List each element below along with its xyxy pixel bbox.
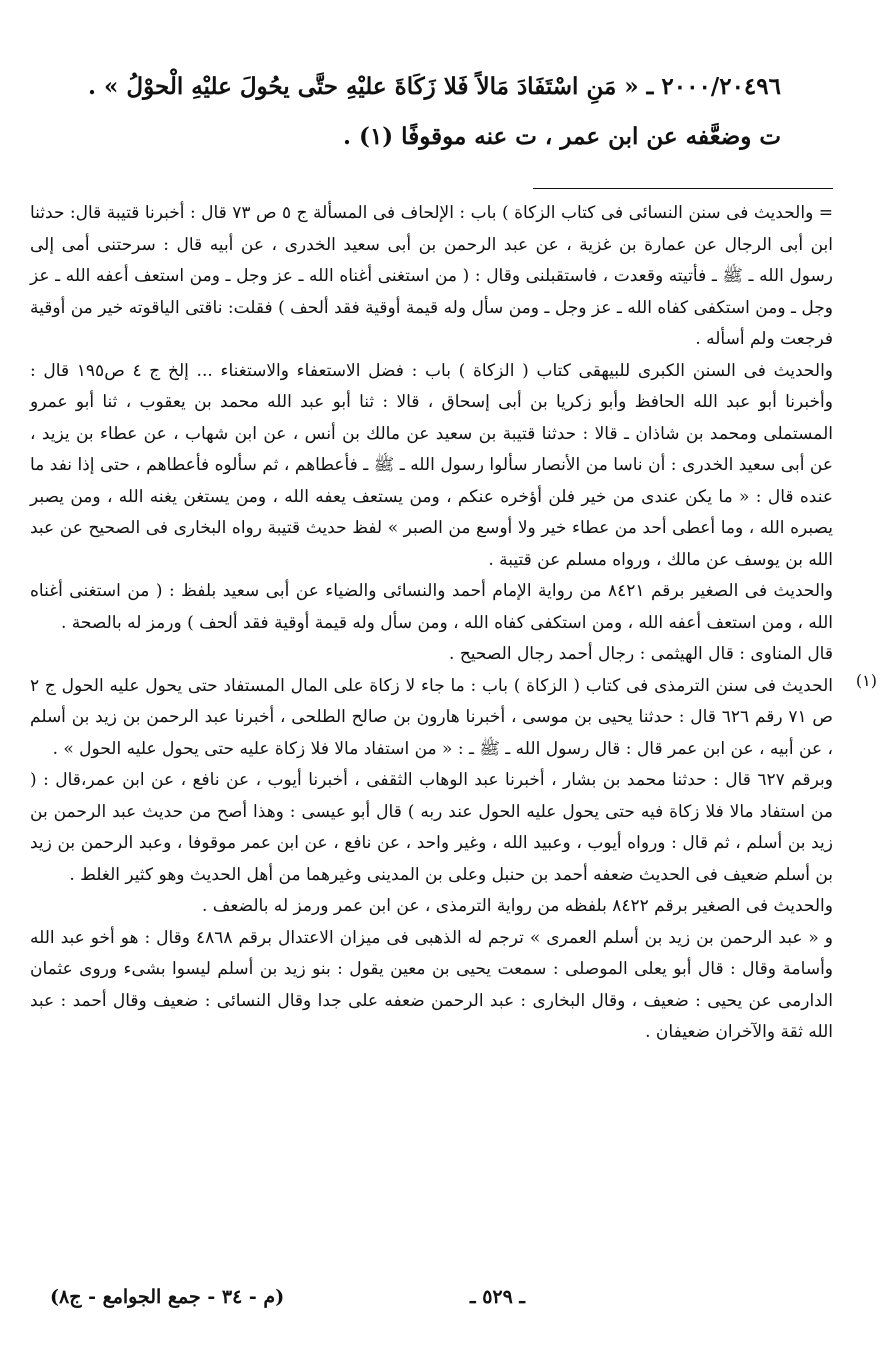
note-saghir-8421: والحديث فى الصغير برقم ٨٤٢١ من رواية الإمام أحمد والنسائى والضياء عن أبى سعيد بلفظ : ( من استغنى أغناه الله ، ومن استعف أعفه الله ، ومن استكفى كفاه الله ، ومن سأل وله قيمة أوقية فقد ألحف ) ورمز له بالصحة . (30, 581, 833, 633)
page-number: ـ ٥٢٩ ـ (470, 1286, 525, 1308)
hadith-line-2: ت وضعَّفه عن ابن عمر ، ت عنه موقوفًا (١) . (343, 123, 781, 150)
footnote-divider (533, 188, 833, 189)
note-bayhaqi: والحديث فى السنن الكبرى للبيهقى كتاب ( الزكاة ) باب : فضل الاستعفاء والاستغناء ... إلخ ج ٤ ص١٩٥ قال : وأخبرنا أبو عبد الله الحافظ وأبو زكريا بن أبى إسحاق ، قالا : ثنا أبو عبد الله محمد بن يعقوب ، ثنا أبو عمرو المستملى ومحمد بن شاذان ـ قالا : حدثنا قتيبة بن سعيد عن مالك بن أنس ، عن ابن شهاب ، عن عطاء بن يزيد ، عن أبى سعيد الخدرى : أن ناسا من الأنصار سألوا رسول الله ـ ﷺ ـ فأعطاهم ، ثم سألوه فأعطاهم ، حتى إذا نفد ما عنده قال : « ما يكن عندى من خير فلن أؤخره عنكم ، ومن يستعف يعفه الله ، ومن يستغن يغنه الله ، ومن يصبر يصبره الله ، وما أعطى أحد من عطاء خير ولا أوسع من الصبر » لفظ حديث قتيبة رواه البخارى فى الصحيح عن عبد الله بن يوسف عن مالك ، ورواه مسلم عن قتيبة . (30, 360, 833, 570)
footnote-paragraph-tirmidhi-626: الحديث فى سنن الترمذى فى كتاب ( الزكاة ) باب : ما جاء لا زكاة على المال المستفاد حتى يحول عليه الحول ج ٢ ص ٧١ رقم ٦٢٦ قال : حدثنا يحيى بن موسى ، أخبرنا هارون بن صالح الطلحى ، أخبرنا عبد الرحمن بن زيد بن أسلم ، عن أبيه ، عن ابن عمر قال : قال رسول الله ـ ﷺ ـ : « من استفاد مالا فلا زكاة عليه حتى يحول عليه الحول » . (30, 675, 833, 759)
footnote-paragraph-narrator: و « عبد الرحمن بن زيد بن أسلم العمرى » ترجم له الذهبى فى ميزان الاعتدال برقم ٤٨٦٨ وقال : هو أخو عبد الله وأسامة وقال : قال أبو يعلى الموصلى : سمعت يحيى بن معين يقول : بنو زيد بن أسلم ليسوا بشىء وروى عثمان الدارمى عن يحيى : ضعيف ، وقال البخارى : عبد الرحمن ضعفه على جدا وقال النسائى : ضعيف وقال أحمد : عبد الله ثقة والآخران ضعيفان . (30, 927, 833, 1042)
note-munawi: قال المناوى : قال الهيثمى : رجال أحمد رجال الصحيح . (449, 644, 833, 664)
hadith-text (32, 62, 781, 162)
footnote-marker: (١) (855, 670, 877, 690)
hadith-line-1: ٢٠٠٠/٢٠٤٩٦ ـ « مَنِ اسْتَفَادَ مَالاً فَلا زَكَاةَ عليْهِ حتَّى يحُولَ عليْهِ الْحوْلُ » . (87, 73, 781, 100)
continued-note-nasai: = والحديث فى سنن النسائى فى كتاب الزكاة ) باب : الإلحاف فى المسألة ج ٥ ص ٧٣ قال : أخبرنا قتيبة قال: حدثنا ابن أبى الرجال عن عمارة بن غزية ، عن عبد الرحمن بن أبى سعيد الخدرى ، عن أبيه قال : سرحتنى أمى إلى رسول الله ـ ﷺ ـ فأتيته وقعدت ، فاستقبلنى وقال : ( من استغنى أغناه الله ـ عز وجل ـ ومن استعف أعفه الله ـ عز وجل ـ ومن استكفى كفاه الله ـ عز وجل ـ ومن سأل وله قيمة أوقية فقد ألحف ) فقلت: ناقتى الياقوته خير من أوقية فرجعت ولم أسأله . (30, 203, 833, 349)
footnotes-section (30, 198, 877, 1049)
footnote-1 (30, 670, 877, 766)
footnote-paragraph-saghir-8422: والحديث فى الصغير برقم ٨٤٢٢ بلفظه من رواية الترمذى ، عن ابن عمر ورمز له بالضعف . (202, 896, 833, 916)
volume-signature: (م - ٣٤ - جمع الجوامع - ج٨) (50, 1286, 285, 1308)
footnote-paragraph-tirmidhi-627: وبرقم ٦٢٧ قال : حدثنا محمد بن بشار ، أخبرنا عبد الوهاب الثقفى ، أخبرنا أيوب ، عن نافع ، عن ابن عمر،قال : ( من استفاد مالا فلا زكاة فيه حتى يحول عليه الحول عند ربه ) قال أبو عيسى : وهذا أصح من حديث عبد الرحمن بن زيد بن أسلم ، ثم قال : ورواه أيوب ، وعبيد الله ، وغير واحد ، عن نافع ، عن ابن عمر موقوفا ، وعبد الرحمن بن زيد بن أسلم ضعيف فى الحديث ضعفه أحمد بن حنبل وعلى بن المدينى وغيرهما من أهل الحديث وهو كثير الغلط . (30, 770, 833, 885)
page-footer (50, 1286, 525, 1326)
